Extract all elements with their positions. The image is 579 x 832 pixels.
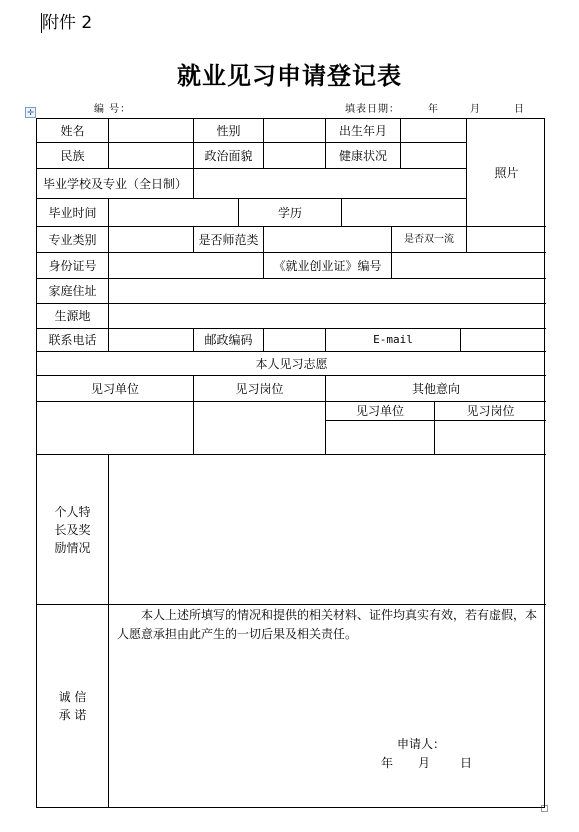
- label-phone: 联系电话: [37, 329, 109, 352]
- field-intent-position[interactable]: [194, 402, 326, 455]
- label-double-first: 是否双一流: [392, 227, 467, 253]
- field-address[interactable]: [109, 279, 546, 304]
- label-birth: 出生年月: [326, 119, 401, 143]
- field-intent-unit[interactable]: [37, 402, 194, 455]
- label-is-teacher: 是否师范类: [194, 227, 264, 253]
- field-grad-time[interactable]: [109, 199, 239, 227]
- label-specialty: 个人特 长及奖 励情况: [37, 455, 109, 605]
- sign-month: 月: [418, 756, 431, 770]
- label-education: 学历: [239, 199, 342, 227]
- photo-box[interactable]: 照片: [467, 119, 546, 227]
- field-health[interactable]: [401, 143, 467, 169]
- field-specialty[interactable]: [109, 455, 546, 605]
- field-gender[interactable]: [264, 119, 326, 143]
- label-origin: 生源地: [37, 304, 109, 329]
- label-pledge: 诚 信 承 诺: [37, 605, 109, 807]
- form-title: 就业见习申请登记表: [177, 62, 402, 90]
- intent-section-title: 本人见习志愿: [37, 352, 546, 376]
- label-ethnicity: 民族: [37, 143, 109, 169]
- label-id-number: 身份证号: [37, 253, 109, 279]
- field-birth[interactable]: [401, 119, 467, 143]
- intent-other-header: 其他意向: [326, 376, 546, 402]
- intent-position-header: 见习岗位: [194, 376, 326, 402]
- intent-unit-header: 见习单位: [37, 376, 194, 402]
- sign-day: 日: [460, 756, 473, 770]
- field-other-position[interactable]: [435, 421, 546, 455]
- registration-form-table: [36, 118, 545, 808]
- field-education[interactable]: [342, 199, 467, 227]
- label-email: E-mail: [326, 329, 461, 352]
- attachment-label: 附件 2: [42, 13, 93, 33]
- label-postcode: 邮政编码: [194, 329, 264, 352]
- label-school-major: 毕业学校及专业（全日制）: [37, 169, 194, 199]
- field-political[interactable]: [264, 143, 326, 169]
- field-postcode[interactable]: [264, 329, 326, 352]
- label-name: 姓名: [37, 119, 109, 143]
- applicant-label: 申请人：: [397, 737, 446, 751]
- other-unit-header: 见习单位: [326, 402, 435, 421]
- other-position-header: 见习岗位: [435, 402, 546, 421]
- field-phone[interactable]: [109, 329, 194, 352]
- field-other-unit[interactable]: [326, 421, 435, 455]
- label-grad-time: 毕业时间: [37, 199, 109, 227]
- label-gender: 性别: [194, 119, 264, 143]
- pledge-text: 本人上述所填写的情况和提供的相关材料、证件均真实有效，若有虚假，本人愿意承担由此产生的一切后果及相关责任。: [117, 608, 538, 641]
- fill-date-month: 月: [470, 104, 481, 115]
- label-employment-cert: 《就业创业证》编号: [264, 253, 392, 279]
- fill-date-year: 年: [428, 104, 439, 115]
- field-employment-cert[interactable]: [392, 253, 546, 279]
- field-id-number[interactable]: [109, 253, 264, 279]
- fill-date-day: 日: [514, 104, 525, 115]
- serial-number-label: 编 号：: [94, 104, 132, 115]
- field-name[interactable]: [109, 119, 194, 143]
- label-major-category: 专业类别: [37, 227, 109, 253]
- field-major-category[interactable]: [109, 227, 194, 253]
- field-origin[interactable]: [109, 304, 546, 329]
- field-school-major[interactable]: [194, 169, 467, 199]
- field-double-first[interactable]: [467, 227, 546, 253]
- text-cursor: [41, 13, 42, 33]
- label-health: 健康状况: [326, 143, 401, 169]
- field-is-teacher[interactable]: [264, 227, 392, 253]
- label-political: 政治面貌: [194, 143, 264, 169]
- field-ethnicity[interactable]: [109, 143, 194, 169]
- label-address: 家庭住址: [37, 279, 109, 304]
- field-email[interactable]: [461, 329, 546, 352]
- table-move-handle-icon[interactable]: ✛: [25, 107, 36, 118]
- sign-year: 年: [381, 756, 394, 770]
- fill-date-label: 填表日期：: [345, 104, 400, 115]
